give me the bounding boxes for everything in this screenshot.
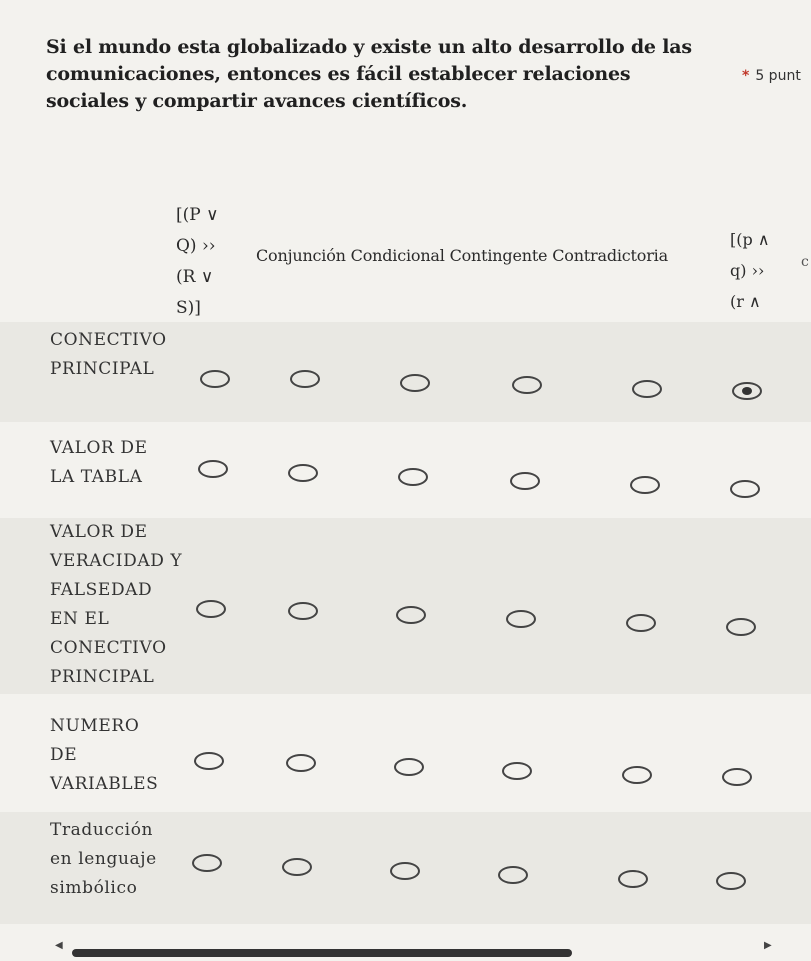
radio-option[interactable]	[626, 614, 656, 632]
radio-option[interactable]	[722, 768, 752, 786]
clipped-header-text: c	[801, 254, 809, 270]
formula-line: S)]	[176, 298, 201, 318]
radio-option[interactable]	[632, 380, 662, 398]
radio-option[interactable]	[510, 472, 540, 490]
scroll-left-arrow-icon[interactable]: ◀	[55, 940, 63, 951]
radio-option[interactable]	[618, 870, 648, 888]
horizontal-scrollbar[interactable]	[0, 940, 811, 961]
radio-option[interactable]	[394, 758, 424, 776]
row-label: VALOR DE LA TABLA	[50, 438, 148, 487]
radio-option[interactable]	[286, 754, 316, 772]
row-label: VALOR DE VERACIDAD Y FALSEDAD EN EL CONECTIVO PRINCIPAL	[50, 522, 183, 687]
radio-option[interactable]	[192, 854, 222, 872]
radio-option[interactable]	[398, 468, 428, 486]
radio-option[interactable]	[512, 376, 542, 394]
radio-option[interactable]	[390, 862, 420, 880]
radio-option[interactable]	[716, 872, 746, 890]
grid-row-valor-de-la-tabla	[0, 434, 811, 510]
formula-line: (R ∨	[176, 267, 214, 287]
radio-option[interactable]	[288, 602, 318, 620]
radio-option[interactable]	[630, 476, 660, 494]
points-label	[742, 68, 801, 84]
question-text: Si el mundo esta globalizado y existe un alto desarrollo de las comunicaciones, entonces es fácil establecer relaciones sociales y compartir avances científicos.	[46, 36, 692, 112]
scrollbar-thumb[interactable]	[72, 949, 572, 957]
radio-option[interactable]	[194, 752, 224, 770]
formula-line: (r ∧	[730, 292, 761, 311]
radio-option[interactable]	[200, 370, 230, 388]
formula-line: [(p ∧	[730, 230, 770, 249]
radio-option[interactable]	[396, 606, 426, 624]
radio-option[interactable]	[282, 858, 312, 876]
grid-row-valor-de-veracidad	[0, 518, 811, 694]
row-label: NUMERO DE VARIABLES	[50, 716, 159, 794]
formula-line: Q) ››	[176, 236, 216, 256]
radio-option[interactable]	[730, 480, 760, 498]
radio-option[interactable]	[622, 766, 652, 784]
required-asterisk: *	[742, 68, 750, 84]
radio-option[interactable]	[196, 600, 226, 618]
radio-option[interactable]	[498, 866, 528, 884]
row-label: Traducción en lenguaje simbólico	[50, 820, 157, 898]
formula-line: q) ››	[730, 261, 765, 280]
column-header-contradictoria: Contradictoria	[552, 246, 668, 265]
formula-line: [(P ∨	[176, 205, 219, 225]
column-header-left-formula	[176, 200, 246, 324]
radio-option[interactable]	[198, 460, 228, 478]
radio-option[interactable]	[400, 374, 430, 392]
column-headers	[256, 246, 668, 265]
scroll-right-arrow-icon[interactable]: ▶	[764, 940, 772, 951]
radio-option-selected[interactable]	[732, 382, 762, 400]
grid-row-traduccion	[0, 812, 811, 924]
column-header-conjuncion: Conjunción	[256, 246, 346, 265]
radio-option[interactable]	[506, 610, 536, 628]
column-header-contingente: Contingente	[449, 246, 548, 265]
grid-row-conectivo-principal	[0, 322, 811, 422]
points-value: 5 punt	[755, 68, 801, 84]
radio-option[interactable]	[288, 464, 318, 482]
grid-row-numero-de-variables	[0, 706, 811, 802]
column-header-condicional: Condicional	[350, 246, 445, 265]
radio-option[interactable]	[290, 370, 320, 388]
radio-option[interactable]	[726, 618, 756, 636]
row-label: CONECTIVO PRINCIPAL	[50, 330, 167, 379]
radio-option[interactable]	[502, 762, 532, 780]
